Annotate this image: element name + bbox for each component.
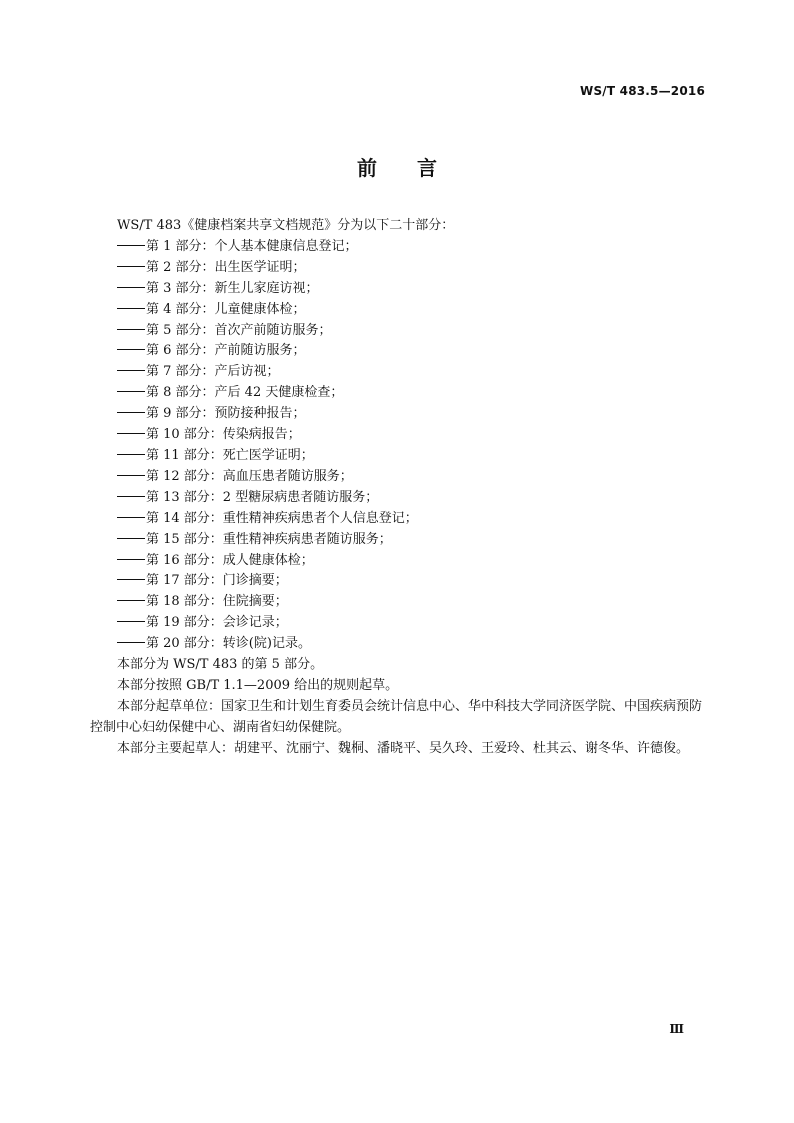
em-dash-mark [117, 329, 145, 330]
em-dash-mark [117, 266, 145, 267]
part-label: 第 10 部分：传染病报告； [146, 427, 301, 443]
em-dash-mark [117, 370, 145, 371]
list-item [90, 592, 710, 613]
list-item [90, 341, 710, 362]
statement-part: 本部分为 WS/T 483 的第 5 部分。 [117, 657, 324, 673]
list-item [90, 571, 710, 592]
list-item [90, 467, 710, 488]
intro-paragraph: WS/T 483《健康档案共享文档规范》分为以下二十部分： [117, 218, 455, 233]
em-dash-mark [117, 433, 145, 434]
parts-list [90, 237, 710, 655]
list-item [90, 551, 710, 572]
list-item [90, 634, 710, 655]
list-item [90, 321, 710, 342]
foreword-body [90, 216, 710, 760]
part-label: 第 20 部分：转诊(院)记录。 [146, 636, 311, 652]
part-label: 第 12 部分：高血压患者随访服务； [146, 468, 353, 484]
em-dash-mark [117, 454, 145, 455]
list-item [90, 613, 710, 634]
em-dash-mark [117, 349, 145, 350]
em-dash-mark [117, 245, 145, 246]
part-label: 第 4 部分：儿童健康体检； [146, 301, 306, 317]
em-dash-mark [117, 621, 145, 622]
em-dash-mark [117, 308, 145, 309]
em-dash-mark [117, 412, 145, 413]
part-label: 第 9 部分：预防接种报告； [146, 406, 306, 422]
part-label: 第 7 部分：产后访视； [146, 364, 280, 380]
part-label: 第 19 部分：会诊记录； [146, 615, 288, 631]
statement-rules: 本部分按照 GB/T 1.1—2009 给出的规则起草。 [117, 677, 399, 693]
part-label: 第 17 部分：门诊摘要； [146, 573, 288, 589]
part-label: 第 3 部分：新生儿家庭访视； [146, 280, 319, 296]
standard-code: WS/T 483.5—2016 [580, 84, 705, 98]
list-item [90, 362, 710, 383]
list-item [90, 237, 710, 258]
part-label: 第 15 部分：重性精神疾病患者随访服务； [146, 531, 392, 547]
part-label: 第 18 部分：住院摘要； [146, 594, 288, 610]
part-label: 第 5 部分：首次产前随访服务； [146, 322, 332, 338]
part-label: 第 11 部分：死亡医学证明； [146, 447, 314, 463]
em-dash-mark [117, 496, 145, 497]
em-dash-mark [117, 391, 145, 392]
list-item [90, 300, 710, 321]
part-label: 第 1 部分：个人基本健康信息登记； [146, 238, 358, 254]
list-item [90, 530, 710, 551]
em-dash-mark [117, 642, 145, 643]
em-dash-mark [117, 559, 145, 560]
em-dash-mark [117, 287, 145, 288]
em-dash-mark [117, 475, 145, 476]
list-item [90, 404, 710, 425]
list-item [90, 383, 710, 404]
list-item [90, 509, 710, 530]
part-label: 第 14 部分：重性精神疾病患者个人信息登记； [146, 510, 418, 526]
part-label: 第 8 部分：产后 42 天健康检查； [146, 385, 344, 401]
list-item [90, 279, 710, 300]
list-item [90, 488, 710, 509]
drafting-units: 本部分起草单位：国家卫生和计划生育委员会统计信息中心、华中科技大学同济医学院、中国疾病预防控制中心妇幼保健中心、湖南省妇幼保健院。 [90, 698, 703, 735]
list-item [90, 425, 710, 446]
em-dash-mark [117, 517, 145, 518]
drafters: 本部分主要起草人：胡建平、沈丽宁、魏桐、潘晓平、吴久玲、王爱玲、杜其云、谢冬华、许德俊。 [117, 740, 690, 756]
em-dash-mark [117, 579, 145, 580]
part-label: 第 16 部分：成人健康体检； [146, 552, 314, 568]
em-dash-mark [117, 538, 145, 539]
part-label: 第 13 部分：2 型糖尿病患者随访服务； [146, 489, 379, 505]
em-dash-mark [117, 600, 145, 601]
list-item [90, 258, 710, 279]
page-title: 前言 [357, 156, 477, 180]
part-label: 第 6 部分：产前随访服务； [146, 343, 306, 359]
page-number: Ⅲ [669, 1022, 684, 1036]
list-item [90, 446, 710, 467]
part-label: 第 2 部分：出生医学证明； [146, 259, 306, 275]
